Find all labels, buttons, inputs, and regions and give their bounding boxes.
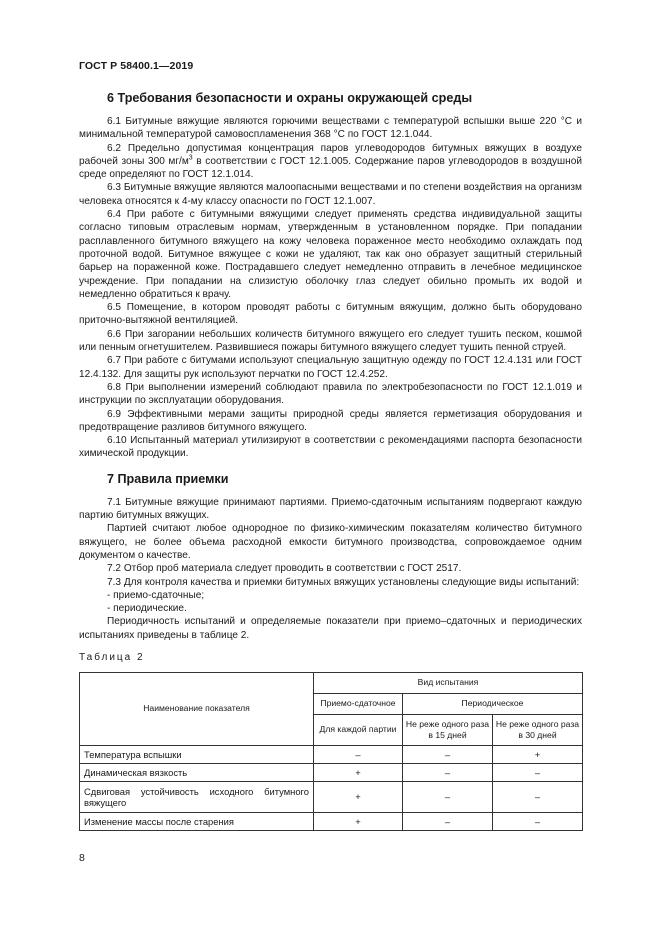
page-content [79, 90, 582, 831]
paragraph-6-9: 6.9 Эффективными мерами защиты природной среды является герметизация оборудования и предотвращение разливов битумного вяжущего. [79, 408, 582, 433]
paragraph-6-8: 6.8 При выполнении измерений соблюдают правила по электробезопасности по ГОСТ 12.1.019 и инструкции по эксплуатации оборудования. [79, 381, 582, 407]
header-15-days: Не реже одного раза в 15 дней [403, 714, 493, 745]
table-row [80, 812, 583, 830]
paragraph-6-6: 6.6 При загорании небольших количеств битумного вяжущего его следует тушить песком, кошмой или пенным огнетушителем. Развившиеся пожары битумного вяжущего следует тушить пенной струей. [79, 328, 582, 354]
list-item: - приемо-сдаточные; [107, 589, 205, 601]
header-each-batch: Для каждой партии [314, 714, 403, 745]
table-row [80, 745, 583, 763]
row-p30: – [493, 781, 583, 812]
paragraph-6-2-text: 6.2 Предельно допустимая концентрация паров углеводородов битумных вяжущих в воздухе рабочей зоны 300 мг/м [79, 142, 582, 167]
superscript: 3 [188, 154, 193, 162]
row-p30: – [493, 812, 583, 830]
paragraph-7-3: 7.3 Для контроля качества и приемки битумных вяжущих установлены следующие виды испытаний: [107, 576, 580, 588]
paragraph-7-2: 7.2 Отбор проб материала следует проводить в соответствии с ГОСТ 2517. [107, 563, 462, 575]
section-7-title: 7 Правила приемки [107, 471, 229, 486]
table-row [80, 763, 583, 781]
table-row [80, 781, 583, 812]
paragraph-7-1: 7.1 Битумные вяжущие принимают партиями. Приемо-сдаточным испытаниям подвергают каждую партию битумных вяжущих. [79, 496, 582, 522]
table-caption: Таблица 2 [79, 651, 145, 663]
row-p15: – [403, 763, 493, 781]
header-indicator-name: Наименование показателя [80, 672, 314, 745]
section-6-title: 6 Требования безопасности и охраны окружающей среды [107, 91, 473, 105]
row-p15: – [403, 812, 493, 830]
table-2 [79, 672, 583, 831]
document-header: ГОСТ Р 58400.1—2019 [79, 60, 194, 72]
row-name: Динамическая вязкость [80, 763, 314, 781]
header-test-type: Вид испытания [314, 672, 583, 693]
row-p15: – [403, 781, 493, 812]
header-30-days: Не реже одного раза в 30 дней [493, 714, 583, 745]
row-p30: – [493, 763, 583, 781]
paragraph-6-2-text-end: в соответствии с ГОСТ 12.1.005. Содержание паров углеводородов в воздушной среде определяют по ГОСТ 12.1.014. [79, 155, 582, 181]
paragraph-batch: Партией считают любое однородное по физико-химическим показателям количество битумного вяжущего, не более объема расходной емкости битумного производства, сопровождаемое одним документом о качестве. [79, 523, 582, 561]
row-acceptance: + [314, 763, 403, 781]
paragraph-6-7: 6.7 При работе с битумами используют специальную защитную одежду по ГОСТ 12.4.131 или ГОСТ 12.4.132. Для защиты рук используют перчатки по ГОСТ 12.4.252. [79, 355, 582, 380]
row-acceptance: – [314, 745, 403, 763]
row-p30: + [493, 745, 583, 763]
list-item: - периодические. [107, 603, 187, 615]
header-acceptance: Приемо-сдаточное [314, 693, 403, 714]
row-acceptance: + [314, 781, 403, 812]
paragraph-periodicity: Периодичность испытаний и определяемые показатели при приемо–сдаточных и периодических испытаниях приведены в таблице 2. [79, 616, 582, 641]
header-periodic: Периодическое [403, 693, 583, 714]
paragraph-6-5: 6.5 Помещение, в котором проводят работы с битумным вяжущим, должно быть оборудовано приточно-вытяжной вентиляцией. [79, 302, 582, 327]
row-name: Температура вспышки [80, 745, 314, 763]
row-p15: – [403, 745, 493, 763]
paragraph-6-3: 6.3 Битумные вяжущие являются малоопасными веществами и по степени воздействия на организм человека относятся к 4-му классу опасности по ГОСТ 12.1.007. [79, 182, 582, 207]
paragraph-6-4: 6.4 При работе с битумными вяжущими следует применять средства индивидуальной защиты согласно типовым отраслевым нормам, утвержденным в установленном порядке. При попадании расплавленного битумного вяжущего на кожу человека пораженное место необходимо охлаждать под проточной водой. Битумное вяжущее с кожи не удаляют, так как оно образует защитный стерильный барьер на пораженной коже. Пострадавшего следует немедленно отправить в лечебное медицинское учреждение. При попадании на слизистую оболочку глаз следует обильно промыть их водой и немедленно обратиться к врачу. [79, 209, 582, 300]
paragraph-6-2 [79, 142, 582, 182]
paragraph-6-10: 6.10 Испытанный материал утилизируют в соответствии с рекомендациями паспорта безопасности химической продукции. [79, 435, 582, 460]
paragraph-6-1: 6.1 Битумные вяжущие являются горючими веществами с температурой вспышки выше 220 °С и минимальной температурой самовоспламенения 368 °С по ГОСТ 12.1.044. [79, 116, 582, 141]
row-acceptance: + [314, 812, 403, 830]
row-name: Сдвиговая устойчивость исходного битумного вяжущего [80, 781, 314, 812]
row-name: Изменение массы после старения [80, 812, 314, 830]
page-number: 8 [79, 852, 85, 864]
